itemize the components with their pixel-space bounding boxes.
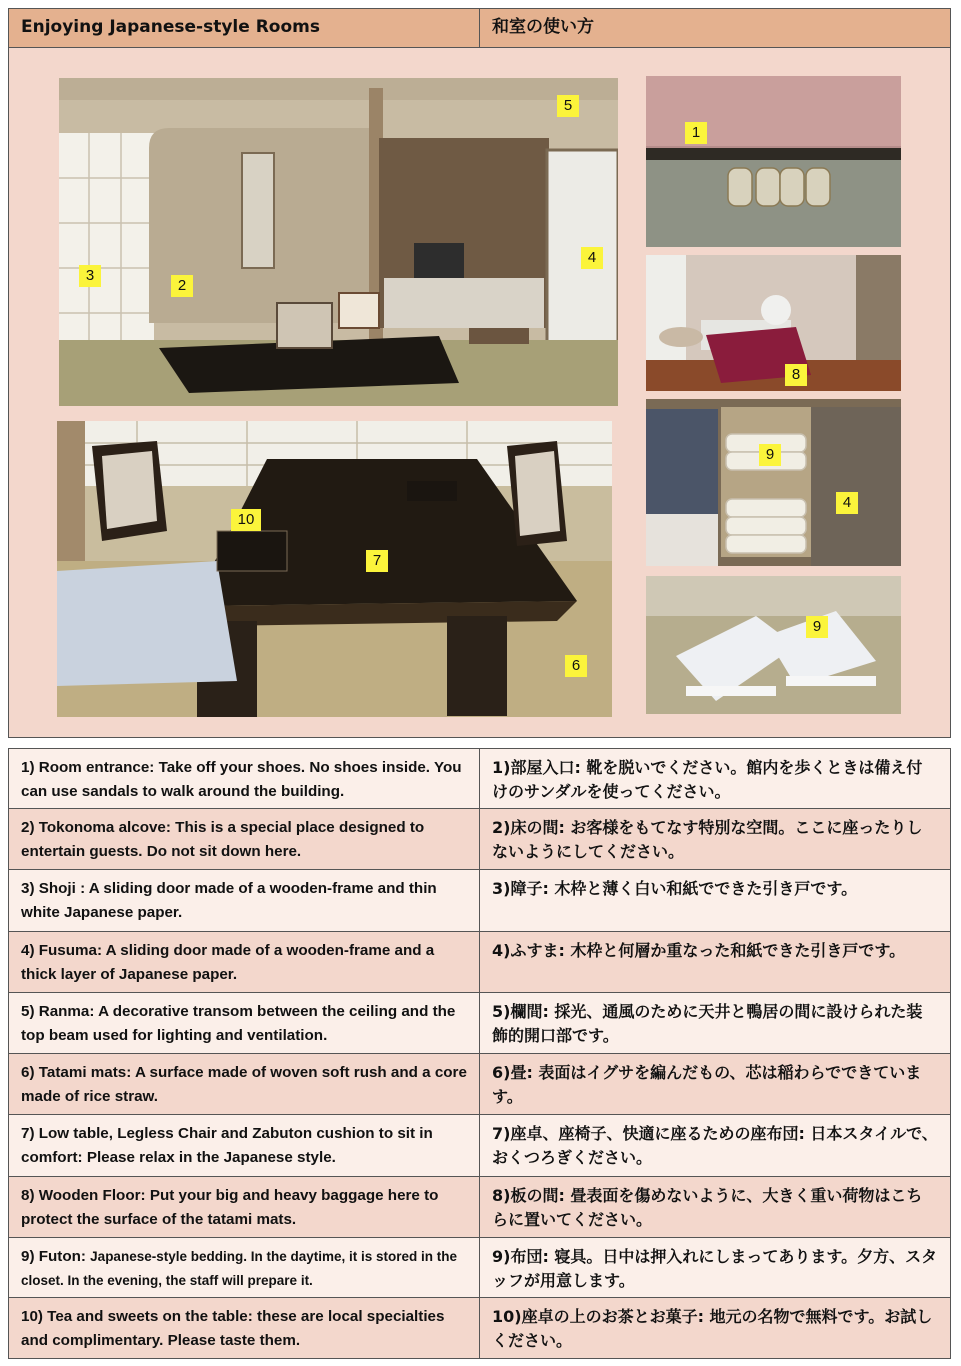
item-description: A sliding door made of a wooden-frame and a thick layer of Japanese paper.: [21, 942, 435, 983]
label-4-room: 4: [581, 247, 603, 269]
item-japanese: 2)床の間: お客様をもてなす特別な空間。ここに座ったりしないようにしてください。: [480, 809, 951, 870]
label-9-futon: 9: [806, 616, 828, 638]
photo-futons: [646, 576, 901, 714]
table-row: [9, 1238, 951, 1298]
item-description: Take off your shoes. No shoes inside. You can use sandals to walk around the building.: [21, 759, 462, 800]
item-description: Japanese-style bedding. In the daytime, it is stored in the closet. In the evening, the staff will prepare it.: [21, 1249, 458, 1288]
item-heading: 9) Futon:: [21, 1248, 91, 1265]
table-row: [9, 809, 951, 870]
item-japanese: 1)部屋入口: 靴を脱いでください。館内を歩くときは備え付けのサンダルを使ってください。: [480, 749, 951, 809]
item-english: [9, 993, 480, 1054]
item-english: [9, 1115, 480, 1177]
label-5: 5: [557, 95, 579, 117]
item-description: Please relax in the Japanese style.: [86, 1149, 336, 1166]
item-description: This is a special place designed to entertain guests. Do not sit down here.: [21, 819, 425, 860]
title-japanese: 和室の使い方: [492, 17, 594, 37]
item-description: A surface made of woven soft rush and a core made of rice straw.: [21, 1064, 467, 1105]
table-row: [9, 932, 951, 993]
item-heading: 10) Tea and sweets on the table:: [21, 1308, 258, 1325]
label-4-closet: 4: [836, 492, 858, 514]
table-row: [9, 1054, 951, 1115]
label-8: 8: [785, 364, 807, 386]
item-description: A sliding door made of a wooden-frame and thin white Japanese paper.: [21, 880, 437, 921]
table-row: [9, 1177, 951, 1238]
label-10: 10: [231, 509, 261, 531]
label-9-closet: 9: [759, 444, 781, 466]
item-heading: 8) Wooden Floor:: [21, 1187, 150, 1204]
photo-closet: [646, 399, 901, 566]
item-description: these are local specialties and complimentary. Please taste them.: [21, 1308, 445, 1349]
explanation-table: [8, 748, 951, 1359]
item-english: [9, 1054, 480, 1115]
item-english: [9, 749, 480, 809]
header-bar: [9, 9, 950, 48]
label-7: 7: [366, 550, 388, 572]
item-japanese: 4)ふすま: 木枠と何層か重なった和紙できた引き戸です。: [480, 932, 951, 993]
item-heading: 1) Room entrance:: [21, 759, 159, 776]
table-row: [9, 1115, 951, 1177]
item-english: [9, 1298, 480, 1359]
item-english: [9, 870, 480, 932]
table-row: [9, 749, 951, 809]
item-heading: 5) Ranma:: [21, 1003, 99, 1020]
item-heading: 2) Tokonoma alcove:: [21, 819, 176, 836]
item-japanese: 6)畳: 表面はイグサを編んだもの、芯は稲わらでできています。: [480, 1054, 951, 1115]
label-1: 1: [685, 122, 707, 144]
item-english: [9, 932, 480, 993]
label-2: 2: [171, 275, 193, 297]
photo-main-room: [59, 78, 618, 406]
table-row: [9, 1298, 951, 1359]
item-description: A decorative transom between the ceiling and the top beam used for lighting and ventilation.: [21, 1003, 456, 1044]
item-japanese: 8)板の間: 畳表面を傷めないように、大きく重い荷物はこちらに置いてください。: [480, 1177, 951, 1238]
item-heading: 7) Low table, Legless Chair and Zabuton cushion to sit in comfort:: [21, 1125, 433, 1166]
item-heading: 6) Tatami mats:: [21, 1064, 135, 1081]
item-description: Put your big and heavy baggage here to protect the surface of the tatami mats.: [21, 1187, 439, 1228]
item-heading: 4) Fusuma:: [21, 942, 106, 959]
table-row: [9, 870, 951, 932]
label-3: 3: [79, 265, 101, 287]
item-japanese: 3)障子: 木枠と薄く白い和紙でできた引き戸です。: [480, 870, 951, 932]
table-row: [9, 993, 951, 1054]
item-english: [9, 809, 480, 870]
item-japanese: 9)布団: 寝具。日中は押入れにしまってあります。夕方、スタッフが用意します。: [480, 1238, 951, 1298]
photo-wooden-floor: [646, 255, 901, 391]
item-japanese: 10)座卓の上のお茶とお菓子: 地元の名物で無料です。お試しください。: [480, 1298, 951, 1359]
item-english: [9, 1177, 480, 1238]
photo-table: [57, 421, 612, 717]
item-japanese: 5)欄間: 採光、通風のために天井と鴨居の間に設けられた装飾的開口部です。: [480, 993, 951, 1054]
item-english: [9, 1238, 480, 1298]
item-heading: 3) Shoji :: [21, 880, 89, 897]
photo-sandals: [646, 76, 901, 247]
item-japanese: 7)座卓、座椅子、快適に座るための座布団: 日本スタイルで、おくつろぎください。: [480, 1115, 951, 1177]
title-english: Enjoying Japanese-style Rooms: [9, 9, 480, 47]
label-6: 6: [565, 655, 587, 677]
